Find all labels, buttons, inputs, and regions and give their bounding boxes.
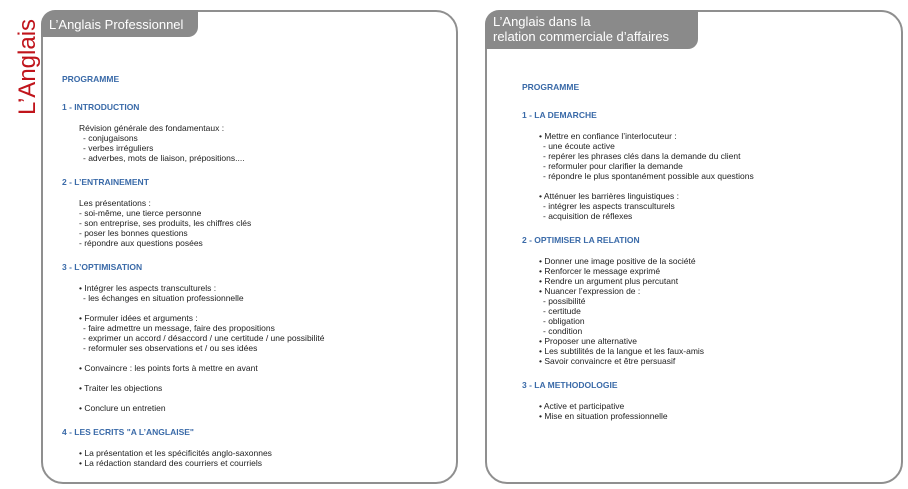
text-line: - verbes irréguliers — [83, 143, 154, 153]
section-introduction — [62, 102, 446, 163]
bullet-line: • Formuler idées et arguments : — [79, 313, 198, 323]
bullet-line: • Nuancer l’expression de : — [539, 286, 641, 296]
section-optimiser-relation — [522, 235, 891, 366]
panel-relation-commerciale — [485, 10, 903, 484]
text-line: - acquisition de réflexes — [543, 211, 633, 221]
panel-tab-title — [485, 10, 698, 49]
bullet-line: • Proposer une alternative — [539, 336, 637, 346]
section-title: 2 - L’ENTRAINEMENT — [62, 177, 149, 187]
text-line: - une écoute active — [543, 141, 615, 151]
section-optimisation — [62, 262, 446, 413]
text-line: Les présentations : — [79, 198, 151, 208]
section-ecrits — [62, 427, 446, 468]
text-line: - exprimer un accord / désaccord / une certitude / une possibilité — [83, 333, 325, 343]
tab-title-line: L’Anglais dans la — [493, 14, 591, 29]
text-line: - son entreprise, ses produits, les chiffres clés — [79, 218, 252, 228]
panel-content — [522, 82, 891, 435]
programme-heading: PROGRAMME — [522, 82, 580, 92]
bullet-line: • Active et participative — [539, 401, 625, 411]
bullet-line: • Renforcer le message exprimé — [539, 266, 661, 276]
programme-heading: PROGRAMME — [62, 74, 120, 84]
text-line: - possibilité — [543, 296, 586, 306]
bullet-line: • Mettre en confiance l’interlocuteur : — [539, 131, 677, 141]
bullet-line: • Conclure un entretien — [79, 403, 166, 413]
panel-anglais-professionnel — [41, 10, 458, 484]
section-title: 1 - LA DEMARCHE — [522, 110, 597, 120]
panel-tab-title: L’Anglais Professionnel — [41, 10, 198, 37]
bullet-line: • Intégrer les aspects transculturels : — [79, 283, 217, 293]
section-title: 4 - LES ECRITS "A L’ANGLAISE" — [62, 427, 194, 437]
text-line: - les échanges en situation professionnelle — [83, 293, 244, 303]
text-line: - faire admettre un message, faire des propositions — [83, 323, 275, 333]
text-line: - adverbes, mots de liaison, prépositions.... — [83, 153, 245, 163]
bullet-line: • Convaincre : les points forts à mettre en avant — [79, 363, 258, 373]
bullet-line: • Rendre un argument plus percutant — [539, 276, 679, 286]
text-line: - repérer les phrases clés dans la demande du client — [543, 151, 741, 161]
bullet-line: • La présentation et les spécificités anglo-saxonnes — [79, 448, 272, 458]
section-methodologie — [522, 380, 891, 421]
text-line: - reformuler pour clarifier la demande — [543, 161, 683, 171]
bullet-line: • Traiter les objections — [79, 383, 163, 393]
section-title: 2 - OPTIMISER LA RELATION — [522, 235, 640, 245]
section-demarche — [522, 110, 891, 221]
text-line: - certitude — [543, 306, 581, 316]
section-entrainement — [62, 177, 446, 248]
bullet-line: • Les subtilités de la langue et les faux-amis — [539, 346, 705, 356]
text-line: - soi-même, une tierce personne — [79, 208, 202, 218]
section-title: 3 - L’OPTIMISATION — [62, 262, 143, 272]
section-title: 3 - LA METHODOLOGIE — [522, 380, 618, 390]
tab-title-line: relation commerciale d’affaires — [493, 29, 670, 44]
bullet-line: • Donner une image positive de la société — [539, 256, 696, 266]
text-line: - intégrer les aspects transculturels — [543, 201, 675, 211]
text-line: - poser les bonnes questions — [79, 228, 188, 238]
text-line: - condition — [543, 326, 583, 336]
side-title: L’Anglais — [14, 18, 41, 116]
bullet-line: • La rédaction standard des courriers et courriels — [79, 458, 262, 468]
panel-content — [62, 74, 446, 482]
bullet-line: • Atténuer les barrières linguistiques : — [539, 191, 679, 201]
section-title: 1 - INTRODUCTION — [62, 102, 140, 112]
text-line: - obligation — [543, 316, 585, 326]
text-line: - répondre aux questions posées — [79, 238, 203, 248]
text-line: - répondre le plus spontanément possible aux questions — [543, 171, 754, 181]
text-line: - reformuler ses observations et / ou ses idées — [83, 343, 258, 353]
text-line: Révision générale des fondamentaux : — [79, 123, 225, 133]
text-line: - conjugaisons — [83, 133, 138, 143]
bullet-line: • Mise en situation professionnelle — [539, 411, 668, 421]
bullet-line: • Savoir convaincre et être persuasif — [539, 356, 676, 366]
